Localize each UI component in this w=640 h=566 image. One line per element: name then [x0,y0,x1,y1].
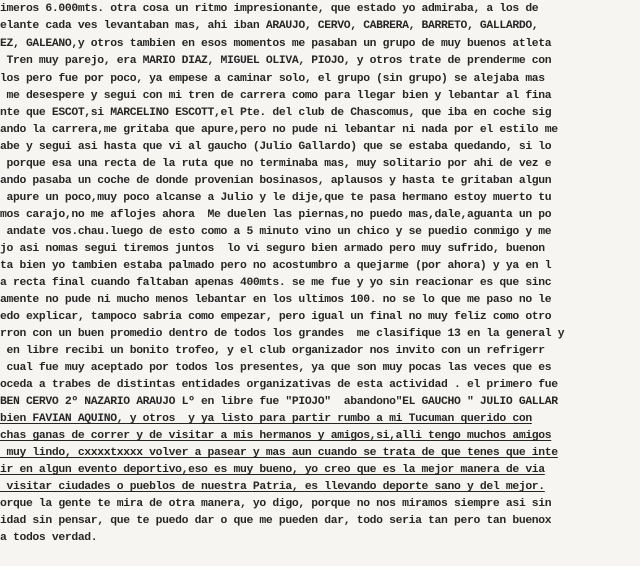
text-line: cual fue muy aceptado por todos los presentes, ya que son muy pocas las veces que es [0,362,552,374]
text-line: BEN CERVO 2º NAZARIO ARAUJO Lº en libre fue "PIOJO" abandono"EL GAUCHO " JULIO GALLAR [0,396,558,408]
text-line: abe y segui asi hasta que vi al gaucho (Julio Gallardo) que se estaba quedando, si lo [0,141,552,153]
text-line: visitar ciudades o pueblos de nuestra Patria, es llevando deporte sano y del mejor. [0,481,545,493]
text-line: imeros 6.000mts. otra cosa un ritmo impresionante, que estado yo admiraba, a los de [0,3,539,15]
text-line: oceda a trabes de distintas entidades organizativas de esta actividad . el primero fue [0,379,558,391]
text-line: idad sin pensar, que te puedo dar o que me pueden dar, todo seria tan pero tan buenox [0,515,552,527]
text-line: a recta final cuando faltaban apenas 400mts. se me fue y yo sin reacionar es que sinc [0,277,552,289]
text-line: ando la carrera,me gritaba que apure,pero no pude ni lebantar ni nada por el estilo me [0,124,558,136]
text-line: muy lindo, cxxxxtxxxx volver a pasear y mas aun cuando se trata de que tenes que inte [0,447,558,459]
text-line: bien FAVIAN AQUINO, y otros y ya listo para partir rumbo a mi Tucuman querido con [0,413,532,425]
text-line: rron con un buen promedio dentro de todos los grandes me clasifique 13 en la general y [0,328,565,340]
text-line: en libre recibi un bonito trofeo, y el club organizador nos invito con un refrigerr [0,345,545,357]
text-line: orque la gente te mira de otra manera, yo digo, porque no nos miramos siempre asi sin [0,498,552,510]
text-line: ando pasaba un coche de donde provenian bosinasos, aplausos y hasta te gritaban algun [0,175,552,187]
text-line: andate vos.chau.luego de esto como a 5 minuto vino un chico y se puedio conmigo y me [0,226,552,238]
text-line: a todos verdad. [0,532,98,544]
text-line: nte que ESCOT,si MARCELINO ESCOTT,el Pte. del club de Chascomus, que iba en coche sig [0,107,552,119]
text-line: apure un poco,muy poco alcanse a Julio y le dije,que te pasa hermano estoy muerto tu [0,192,552,204]
text-line: mos carajo,no me aflojes ahora Me duelen las piernas,no puedo mas,dale,aguanta un po [0,209,552,221]
text-line: ta bien yo tambien estaba palmado pero no acostumbro a quejarme (por ahora) y ya en l [0,260,552,272]
text-line: amente no pude ni mucho menos lebantar en los ultimos 100. no se lo que me paso no le [0,294,552,306]
text-line: elante cada ves levantaban mas, ahi iban ARAUJO, CERVO, CABRERA, BARRETO, GALLARDO, [0,20,539,32]
text-line: EZ, GALEANO,y otros tambien en esos momentos me pasaban un grupo de muy buenos atleta [0,38,552,50]
text-line: porque esa una recta de la ruta que no terminaba mas, muy solitario por ahi de vez e [0,158,552,170]
text-line: los pero fue por poco, ya empese a caminar solo, el grupo (sin grupo) se alejaba mas [0,73,545,85]
text-line: jo asi nomas segui tiremos juntos lo vi seguro bien armado pero muy sufrido, buenon [0,243,545,255]
text-line: me desespere y segui con mi tren de carrera como para llegar bien y lebantar al fina [0,90,552,102]
text-line: edo explicar, tampoco sabria como empezar, pero igual un final no muy feliz como otro [0,311,552,323]
text-line: chas ganas de correr y de visitar a mis hermanos y amigos,si,alli tengo muchos amigos [0,430,552,442]
text-line: ir en algun evento deportivo,eso es muy bueno, yo creo que es la mejor manera de via [0,464,545,476]
text-line: Tren muy parejo, era MARIO DIAZ, MIGUEL OLIVA, PIOJO, y otros trate de prenderme con [0,55,552,67]
